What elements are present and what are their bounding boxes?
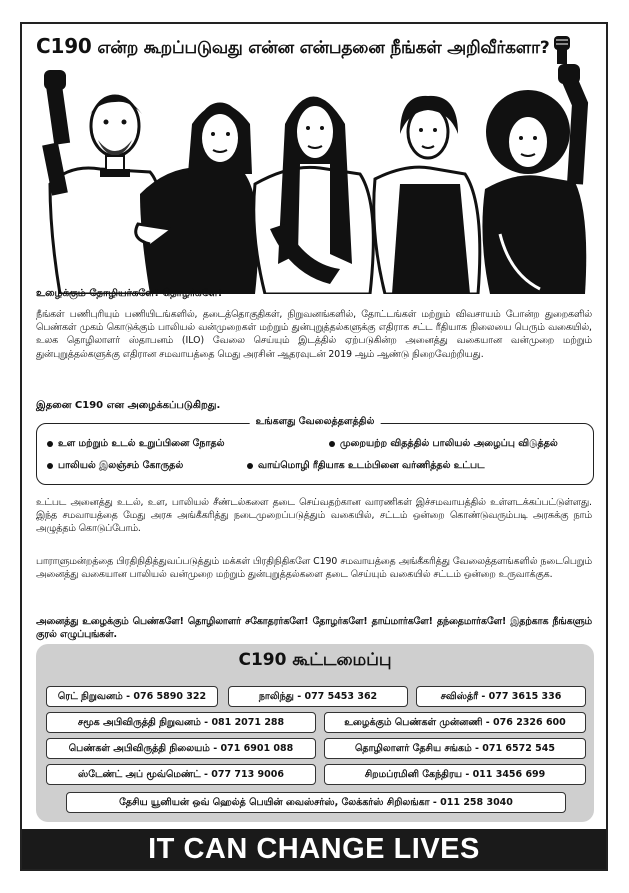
contact-item: ஸ்டேண்ட் அப் மூவ்மெண்ட் - 077 713 9006 (46, 764, 316, 785)
paragraph-3: பாராளுமன்றத்தை பிரதிநிதித்துவப்படுத்தும் மக்கள் பிரதிநிதிகளே C190 சமவாயத்தை அங்கீகரித்து வேலைத்தளங்களில் நடைபெறும் அனைத்து வகையான பாலியல் வன்முறை மற்றும் துன்புறுத்தல்களை தடை செய்யும் வகையில் சட்டம் ஒன்றை உருவாக்குக. (36, 556, 592, 581)
demands-title: உங்களது வேலைத்தளத்தில் (250, 416, 381, 428)
poster (20, 22, 608, 871)
figure-5 (482, 64, 586, 294)
title-text: என்ற கூறப்படுவது என்ன என்பதனை நீங்கள் அறிவீர்களா? (97, 38, 550, 58)
demand-text: முறையற்ற விதத்தில் பாலியல் அழைப்பு விடுத்தல் (340, 438, 558, 449)
demand-text: பாலியல் இலஞ்சம் கோருதல் (58, 460, 184, 471)
greeting: உழைக்கும் தோழியர்களே! தொழர்களே! (36, 288, 223, 299)
bullet-icon (47, 441, 53, 447)
demand-item (329, 438, 558, 450)
contact-item: தேசிய யூனியன் ஒவ் ஹெல்த் பெயின் வைஸ்சர்ஸ், லேக்கர்ஸ் சிறிலங்கா - 011 258 3040 (66, 792, 566, 813)
bullet-icon (247, 463, 253, 469)
protest-illustration (30, 64, 590, 294)
intro-paragraph: நீங்கள் பணிபுரியும் பணியிடங்களில், தடைத்தொகுதிகள், நிறுவனங்களில், தோட்டங்கள் மற்றும் விவசாயம் போன்ற துறைகளில் பெண்கள் முகம் கொடுக்கும் பாலியல் வன்முறைகள் மற்றும் துன்புறுத்தல்களுக்கு எதிராக சட்ட ரீதியாக நிலையை பெரும் வகையில், உலக தொழிலாளர் ஸ்தாபனம் (ILO) வேலை செய்யும் இடத்தில் ஏற்படுகின்ற அனைத்து வகையான வன்முறை மற்றும் துன்புறுத்தல்களுக்கு எதிரான சமவாயத்தை மெது அரசின் ஆதரவுடன் 2019 ஆம் ஆண்டு நிறைவேற்றியது. (36, 309, 592, 360)
demand-item (247, 460, 485, 472)
known-as-suffix: என அழைக்கப்படுகிறது. (106, 400, 221, 411)
paragraph-4: அனைத்து உழைக்கும் பெண்களே! தொழிலாளர் சகோதரர்களே! தோழர்களே! தாய்மார்களே! தந்தைமார்களே! இதற்காக நீங்களும் குரல் எழுப்புங்கள். (36, 616, 592, 641)
title-code: C190 (36, 34, 92, 58)
contact-item: உழைக்கும் பெண்கள் முன்னணி - 076 2326 600 (324, 712, 586, 733)
contact-item: நாலிந்து - 077 5453 362 (228, 686, 408, 707)
demand-text: உள மற்றும் உடல் உறுப்பினை நோதல் (58, 438, 225, 449)
footer-banner: IT CAN CHANGE LIVES (22, 829, 606, 869)
demand-item (47, 438, 225, 450)
bullet-icon (47, 463, 53, 469)
contact-item: சமூக அபிவிருத்தி நிறுவனம் - 081 2071 288 (46, 712, 316, 733)
demands-box (36, 416, 594, 485)
coalition-title: C190 கூட்டமைப்பு (238, 650, 392, 670)
contact-item: சவிஸ்த்ரீ - 077 3615 336 (416, 686, 586, 707)
figure-4 (374, 96, 480, 294)
paragraph-2: உட்பட அனைத்து உடல், உள, பாலியல் சீண்டல்களை தடை செய்வதற்கான வாரணிகள் இச்சமவாயத்தில் உள்ளடக்கப்பட்டுள்ளது. இந்த சமவாயத்தை மேது அரசு அங்கீகரித்து நடைமுறைப்படுத்தும் வகையில், சட்டம் ஒன்றை கொண்டுவரும்படி அரசுக்கு நாம் அழுத்தம் கொடுப்போம். (36, 497, 592, 535)
demand-text: வாய்மொழி ரீதியாக உடம்பினை வர்ணித்தல் உட்பட (258, 460, 485, 471)
bullet-icon (329, 441, 335, 447)
raised-fist-icon (548, 32, 576, 64)
known-as-line (36, 400, 220, 412)
figure-3 (254, 97, 374, 295)
poster-title (36, 34, 576, 60)
coalition-panel (36, 644, 594, 822)
contact-item: பெண்கள் அபிவிருத்தி நிலையம் - 071 6901 088 (46, 738, 316, 759)
known-as-prefix: இதனை (36, 400, 72, 411)
contact-item: ரெட் நிறுவனம் - 076 5890 322 (46, 686, 218, 707)
demand-item (47, 460, 183, 472)
contact-item: தொழிலாளர் தேசிய சங்கம் - 071 6572 545 (324, 738, 586, 759)
contact-item: சிறமப்ரமினி கேந்திரய - 011 3456 699 (324, 764, 586, 785)
figure-2 (136, 104, 259, 294)
known-as-code: C190 (74, 400, 104, 411)
